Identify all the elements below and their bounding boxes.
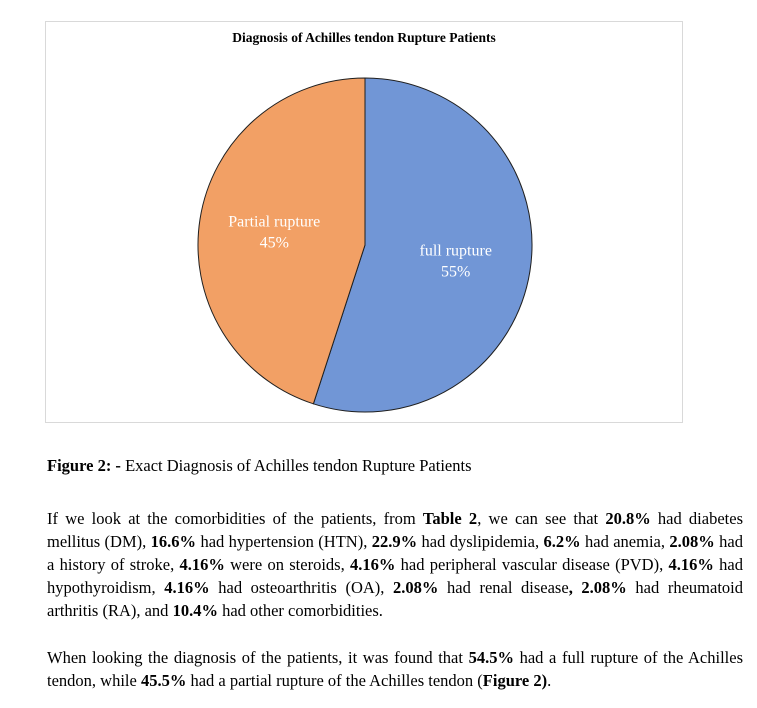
paragraph-comorbidities <box>47 507 743 622</box>
caption-prefix: Figure 2: - <box>47 456 121 475</box>
chart-title: Diagnosis of Achilles tendon Rupture Patients <box>232 30 496 45</box>
paragraph1-run: had anemia, <box>580 532 670 551</box>
paragraph1-run: 6.2% <box>543 532 581 551</box>
paragraph1-run: had peripheral vascular disease (PVD), <box>395 555 669 574</box>
slice-percent: 45% <box>259 234 289 252</box>
paragraph1-run: 2.08% <box>669 532 715 551</box>
paragraph2-run: . <box>547 671 552 690</box>
paragraph2-run: 45.5% <box>140 671 187 690</box>
paragraph2-run: had a partial rupture of the Achilles tendon ( <box>186 671 483 690</box>
paragraph1-run: 2.08% <box>393 578 439 597</box>
paragraph1-run: were on steroids, <box>224 555 350 574</box>
paragraph1-run: had dyslipidemia, <box>417 532 544 551</box>
paragraph1-run: 4.16% <box>179 555 225 574</box>
paragraph1-run: 20.8% <box>605 509 651 528</box>
paragraph1-run: had rheumatoid arthritis (RA), and <box>47 578 744 620</box>
paragraph2-run: had a full rupture of the Achilles tendon, while <box>47 648 743 690</box>
paragraph1-run: had a history of stroke, <box>47 532 743 574</box>
paragraph1-run: had osteoarthritis (OA), <box>209 578 394 597</box>
caption-text: Exact Diagnosis of Achilles tendon Rupture Patients <box>120 456 472 475</box>
paragraph2-run: 54.5% <box>468 648 514 667</box>
paragraph2-run: When looking the diagnosis of the patients, it was found that <box>47 648 469 667</box>
paragraph1-run: had other comorbidities. <box>217 601 383 620</box>
chart-frame <box>45 21 683 423</box>
slice-label: full rupture <box>419 242 492 260</box>
paragraph1-run: had hypothyroidism, <box>47 555 743 597</box>
paragraph1-run: If we look at the comorbidities of the patients, from <box>47 509 423 528</box>
paragraph1-run: 10.4% <box>172 601 218 620</box>
paragraph-diagnosis <box>47 646 743 692</box>
paragraph1-run: Table 2 <box>422 509 478 528</box>
figure-caption <box>47 456 472 476</box>
paragraph1-run: 16.6% <box>150 532 197 551</box>
paragraph1-run: 4.16% <box>350 555 396 574</box>
paragraph2-run: Figure 2) <box>482 671 548 690</box>
paragraph1-run: had renal disease <box>438 578 569 597</box>
paragraph1-run: 4.16% <box>164 578 210 597</box>
paragraph1-run: , 2.08% <box>568 578 627 597</box>
paragraph1-run: 4.16% <box>668 555 714 574</box>
paragraph1-run: 22.9% <box>371 532 418 551</box>
paragraph1-run: had hypertension (HTN), <box>196 532 372 551</box>
paragraph1-run: had diabetes mellitus (DM), <box>47 509 743 551</box>
slice-label: Partial rupture <box>228 213 321 231</box>
slice-percent: 55% <box>441 263 471 281</box>
pie-chart <box>46 22 684 424</box>
paragraph1-run: , we can see that <box>477 509 606 528</box>
